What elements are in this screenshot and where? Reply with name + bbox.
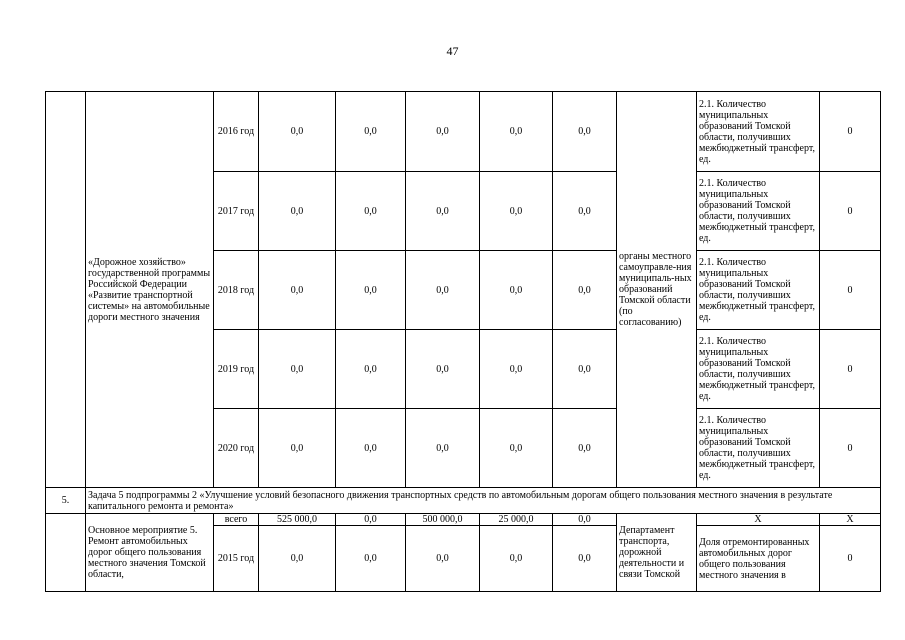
indicator-value-cell: 0 bbox=[820, 92, 881, 172]
value-cell: 0,0 bbox=[480, 92, 553, 172]
value-cell: 0,0 bbox=[406, 172, 480, 251]
indicator-cell: Х bbox=[697, 514, 820, 526]
executor-cell: органы местного самоуправле-ния муниципаль-ных образований Томской области (по согласованию) bbox=[617, 92, 697, 488]
value-cell: 0,0 bbox=[480, 409, 553, 488]
indicator-value-cell: 0 bbox=[820, 526, 881, 592]
value-cell: 0,0 bbox=[259, 92, 336, 172]
value-cell: 0,0 bbox=[553, 251, 617, 330]
indicator-value-cell: 0 bbox=[820, 172, 881, 251]
table-row bbox=[46, 514, 881, 526]
value-cell: 0,0 bbox=[336, 330, 406, 409]
value-cell: 0,0 bbox=[406, 251, 480, 330]
value-cell: 0,0 bbox=[553, 92, 617, 172]
task-number-cell: 5. bbox=[46, 488, 86, 514]
year-cell: 2016 год bbox=[214, 92, 259, 172]
year-cell: 2017 год bbox=[214, 172, 259, 251]
indicator-value-cell: 0 bbox=[820, 330, 881, 409]
row-number-cell bbox=[46, 514, 86, 592]
value-cell: 0,0 bbox=[480, 172, 553, 251]
value-cell: 0,0 bbox=[553, 514, 617, 526]
year-cell: 2015 год bbox=[214, 526, 259, 592]
value-cell: 0,0 bbox=[480, 330, 553, 409]
value-cell: 0,0 bbox=[553, 330, 617, 409]
value-cell: 0,0 bbox=[406, 526, 480, 592]
value-cell: 0,0 bbox=[553, 526, 617, 592]
indicator-value-cell: 0 bbox=[820, 251, 881, 330]
value-cell: 0,0 bbox=[406, 92, 480, 172]
value-cell: 0,0 bbox=[259, 330, 336, 409]
value-cell: 0,0 bbox=[259, 172, 336, 251]
row-number-cell bbox=[46, 92, 86, 488]
indicator-cell: Доля отремонтированных автомобильных дорог общего пользования местного значения в bbox=[697, 526, 820, 592]
value-cell: 0,0 bbox=[336, 514, 406, 526]
indicator-cell: 2.1. Количество муниципальных образований Томской области, получивших межбюджетный трансферт, ед. bbox=[697, 172, 820, 251]
value-cell: 0,0 bbox=[259, 409, 336, 488]
event-name-cell: Основное мероприятие 5. Ремонт автомобильных дорог общего пользования местного значения Томской области, bbox=[86, 514, 214, 592]
executor-cell: Департамент транспорта, дорожной деятельности и связи Томской bbox=[617, 514, 697, 592]
value-cell: 0,0 bbox=[336, 92, 406, 172]
table-row bbox=[46, 92, 881, 172]
value-cell: 0,0 bbox=[336, 409, 406, 488]
page-number: 47 bbox=[446, 44, 459, 58]
value-cell: 0,0 bbox=[259, 526, 336, 592]
value-cell: 0,0 bbox=[259, 251, 336, 330]
year-cell: 2018 год bbox=[214, 251, 259, 330]
value-cell: 0,0 bbox=[553, 172, 617, 251]
program-table bbox=[45, 91, 881, 592]
value-cell: 0,0 bbox=[480, 251, 553, 330]
value-cell: 0,0 bbox=[336, 172, 406, 251]
indicator-cell: 2.1. Количество муниципальных образований Томской области, получивших межбюджетный трансферт, ед. bbox=[697, 251, 820, 330]
indicator-cell: 2.1. Количество муниципальных образований Томской области, получивших межбюджетный трансферт, ед. bbox=[697, 409, 820, 488]
indicator-cell: 2.1. Количество муниципальных образований Томской области, получивших межбюджетный трансферт, ед. bbox=[697, 330, 820, 409]
value-cell: 25 000,0 bbox=[480, 514, 553, 526]
indicator-value-cell: Х bbox=[820, 514, 881, 526]
value-cell: 0,0 bbox=[406, 409, 480, 488]
value-cell: 0,0 bbox=[480, 526, 553, 592]
value-cell: 0,0 bbox=[336, 526, 406, 592]
task-title-cell: Задача 5 подпрограммы 2 «Улучшение условий безопасного движения транспортных средств по автомобильным дорогам общего пользования местного значения в результате капитального ремонта и ремонта» bbox=[86, 488, 881, 514]
indicator-cell: 2.1. Количество муниципальных образований Томской области, получивших межбюджетный трансферт, ед. bbox=[697, 92, 820, 172]
value-cell: 0,0 bbox=[336, 251, 406, 330]
year-cell: всего bbox=[214, 514, 259, 526]
indicator-value-cell: 0 bbox=[820, 409, 881, 488]
year-cell: 2020 год bbox=[214, 409, 259, 488]
value-cell: 525 000,0 bbox=[259, 514, 336, 526]
year-cell: 2019 год bbox=[214, 330, 259, 409]
event-name-cell: «Дорожное хозяйство» государственной программы Российской Федерации «Развитие транспортной системы» на автомобильные дороги местного значения bbox=[86, 92, 214, 488]
task-row bbox=[46, 488, 881, 514]
value-cell: 0,0 bbox=[406, 330, 480, 409]
value-cell: 500 000,0 bbox=[406, 514, 480, 526]
value-cell: 0,0 bbox=[553, 409, 617, 488]
